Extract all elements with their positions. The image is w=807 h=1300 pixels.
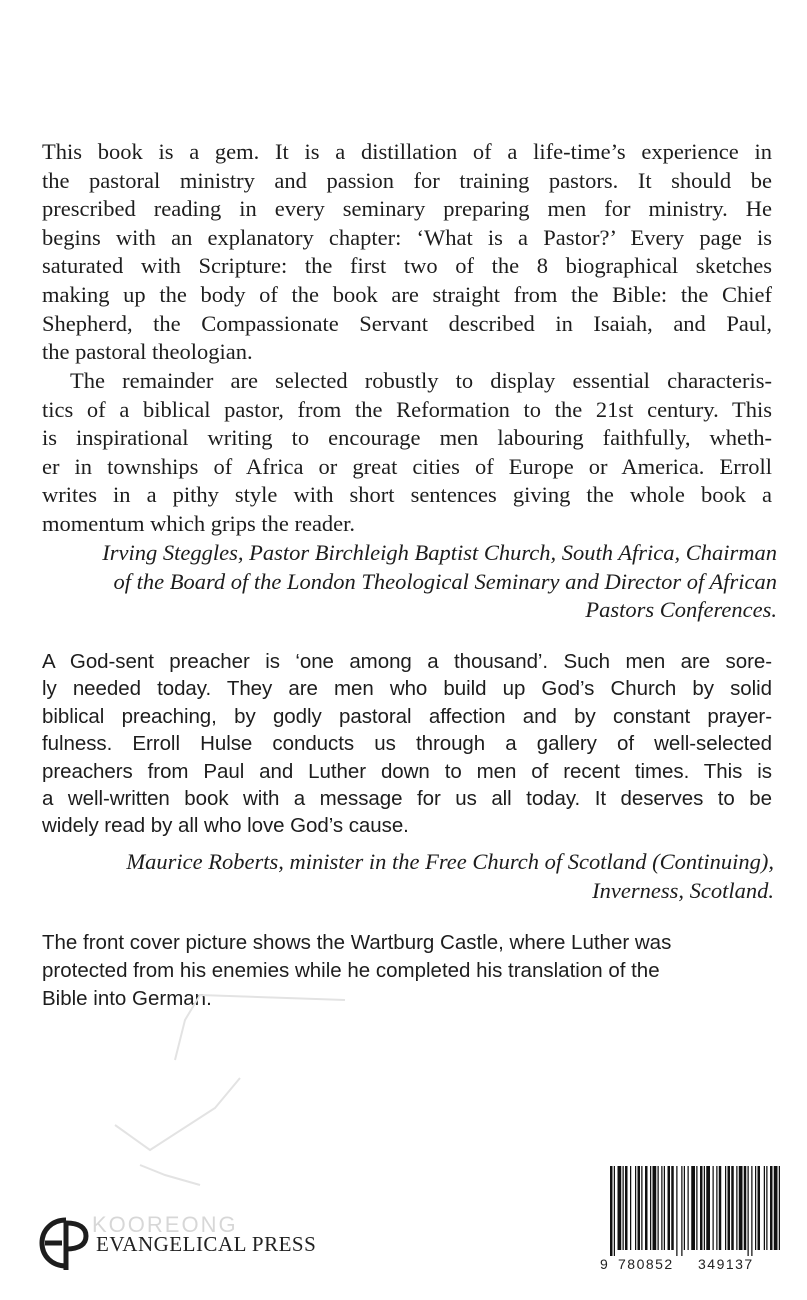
barcode-bar	[755, 1166, 756, 1250]
attribution-line: Pastors Conferences.	[585, 597, 777, 623]
barcode-bar	[635, 1166, 636, 1250]
barcode-bar	[623, 1166, 624, 1250]
barcode-bar	[625, 1166, 628, 1250]
barcode-bar	[638, 1166, 641, 1250]
text-line: saturated with Scripture: the first two of the 8 biographical sketches	[42, 253, 772, 279]
barcode-bar	[614, 1166, 615, 1256]
barcode-bar	[676, 1166, 677, 1256]
review-2-attribution	[4, 848, 774, 905]
barcode-bar	[758, 1166, 761, 1250]
barcode-bar	[706, 1166, 710, 1250]
barcode-bar	[664, 1166, 665, 1250]
barcode-bar	[688, 1166, 689, 1250]
isbn-digit-group: 9	[600, 1256, 608, 1272]
barcode-bar	[645, 1166, 648, 1250]
attribution-line: Irving Steggles, Pastor Birchleigh Baptist Church, South Africa, Chairman	[102, 540, 777, 565]
watermark-text: KOOREONG	[92, 1212, 238, 1237]
barcode-bar	[618, 1166, 622, 1250]
barcode-bar	[610, 1166, 613, 1256]
barcode-bar	[684, 1166, 685, 1250]
text-line: ly needed today. They are men who build up God’s Church by solid	[42, 677, 772, 701]
barcode-bar	[700, 1166, 703, 1250]
barcode-bar	[716, 1166, 717, 1250]
barcode-bar	[704, 1166, 705, 1250]
text-line: A God-sent preacher is ‘one among a thousand’. Such men are sore-	[42, 650, 772, 673]
barcode-bar	[748, 1166, 749, 1256]
text-line: This book is a gem. It is a distillation of a life-time’s experience in	[42, 139, 772, 164]
review-1-paragraph-1	[42, 138, 772, 367]
attribution-line: Maurice Roberts, minister in the Free Church of Scotland (Continuing),	[126, 849, 774, 874]
review-1-paragraph-2	[42, 367, 772, 539]
text-line: the pastoral ministry and passion for training pastors. It should be	[42, 167, 772, 193]
barcode-bar	[779, 1166, 780, 1250]
barcode-bar	[630, 1166, 631, 1250]
attribution-line: Inverness, Scotland.	[592, 877, 774, 903]
text-line: preachers from Paul and Luther down to men of recent times. This is	[42, 759, 772, 783]
publisher-name: EVANGELICAL PRESS	[96, 1232, 317, 1256]
barcode-bar	[641, 1166, 642, 1250]
barcode-bar	[658, 1166, 659, 1250]
barcode-bar	[774, 1166, 778, 1250]
text-line: begins with an explanatory chapter: ‘What is a Pastor?’ Every page is	[42, 224, 772, 250]
barcode-bars	[596, 1162, 788, 1258]
attribution-line: of the Board of the London Theological Seminary and Director of African	[113, 568, 777, 594]
barcode-bar	[650, 1166, 651, 1250]
barcode-bar	[751, 1166, 752, 1256]
text-line: prescribed reading in every seminary preparing men for ministry. He	[42, 196, 772, 222]
cover-picture-note	[42, 929, 777, 1012]
barcode-bar	[661, 1166, 662, 1250]
barcode-bar	[713, 1166, 714, 1250]
text-line: widely read by all who love God’s cause.	[42, 814, 409, 838]
text-line: er in townships of Africa or great cities of Europe or America. Erroll	[42, 453, 772, 479]
review-1-attribution	[7, 539, 777, 625]
text-line: writes in a pithy style with short sentences giving the whole book a	[42, 482, 772, 508]
text-line: momentum which grips the reader.	[42, 510, 356, 536]
text-line: making up the body of the book are straight from the Bible: the Chief	[42, 281, 772, 307]
barcode-bar	[728, 1166, 731, 1250]
barcode-bar	[731, 1166, 734, 1250]
barcode-bar	[719, 1166, 722, 1250]
barcode-bar	[766, 1166, 767, 1250]
text-line: Bible into German.	[42, 986, 212, 1010]
barcode-bar	[725, 1166, 726, 1250]
barcode-bar	[681, 1166, 682, 1256]
text-line: biblical preaching, by godly pastoral affection and by constant prayer-	[42, 704, 772, 728]
text-line: fulness. Erroll Hulse conducts us through a gallery of well-selected	[42, 732, 772, 756]
text-line: tics of a biblical pastor, from the Reformation to the 21st century. This	[42, 396, 772, 422]
barcode-bar	[696, 1166, 697, 1250]
barcode-bar	[691, 1166, 695, 1250]
text-line: is inspirational writing to encourage men labouring faithfully, wheth-	[42, 425, 772, 451]
text-line: the pastoral theologian.	[42, 339, 253, 365]
text-line: protected from his enemies while he completed his translation of the	[42, 958, 660, 982]
barcode-bar	[736, 1166, 737, 1250]
review-2-paragraph	[42, 648, 772, 840]
isbn-barcode	[596, 1162, 788, 1280]
barcode-bar	[770, 1166, 773, 1250]
barcode-bar	[653, 1166, 657, 1250]
barcode-bar	[668, 1166, 671, 1250]
text-line: The front cover picture shows the Wartburg Castle, where Luther was	[42, 931, 672, 954]
barcode-bar	[744, 1166, 747, 1250]
text-line: The remainder are selected robustly to display essential characteris-	[70, 368, 772, 393]
text-line: a well-written book with a message for us all today. It deserves to be	[42, 787, 772, 811]
isbn-digit-group: 780852	[618, 1256, 674, 1272]
barcode-bar	[764, 1166, 765, 1250]
ep-logo-icon	[36, 1214, 94, 1272]
isbn-digit-group: 349137	[698, 1256, 754, 1272]
barcode-bar	[739, 1166, 743, 1250]
barcode-bar	[671, 1166, 674, 1250]
text-line: Shepherd, the Compassionate Servant described in Isaiah, and Paul,	[42, 310, 772, 336]
